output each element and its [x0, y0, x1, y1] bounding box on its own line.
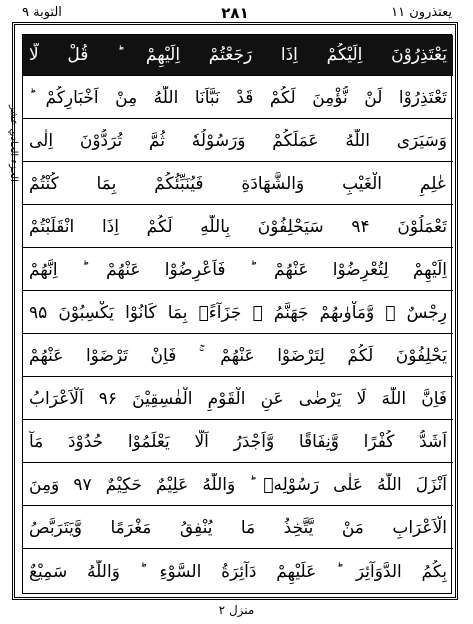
juz-name-header: يعتذرون ١١: [391, 5, 452, 20]
text-line: [23, 508, 453, 549]
line-text: تَعْتَذِرُوْا لَنْ نُّؤْمِنَ لَكُمْ قَدْ نَبَّاَنَا اللّٰهُ مِنْ اَخْبَارِكُمْ ؕ: [29, 88, 447, 108]
line-text: اَنْزَلَ اللّٰهُ عَلٰى رَسُوْلِهٖ ؕ وَاللّٰهُ عَلِيْمٌ حَكِيْمٌ ۹۷ وَمِنَ: [29, 475, 447, 495]
text-block: [22, 34, 452, 594]
text-line-highlighted: [23, 35, 453, 76]
page-header: [12, 2, 458, 24]
line-text: يَعْتَذِرُوْنَ اِلَيْكُمْ اِذَا رَجَعْتُمْ اِلَيْهِمْ ؕ قُلْ لَّا: [29, 45, 447, 65]
line-text: فَاِنَّ اللّٰهَ لَا يَرْضٰى عَنِ الْقَوْمِ الْفٰسِقِيْنَ ۹۶ اَلْاَعْرَابُ: [29, 389, 447, 409]
line-text: يَحْلِفُوْنَ لَكُمْ لِتَرْضَوْا عَنْهُمْ ۚ فَاِنْ تَرْضَوْا عَنْهُمْ: [29, 346, 447, 366]
line-text: عٰلِمِ الْغَيْبِ وَالشَّهَادَةِ فَيُنَبِّئُكُمْ بِمَا كُنْتُمْ: [29, 174, 447, 194]
line-text: اَشَدُّ كُفْرًا وَّنِفَاقًا وَّاَجْدَرُ اَلَّا يَعْلَمُوْا حُدُوْدَ مَآ: [29, 432, 447, 452]
line-text: الْاَعْرَابِ مَنْ يَّتَّخِذُ مَا يُنْفِقُ مَغْرَمًا وَّيَتَرَبَّصُ: [29, 518, 447, 538]
text-line: [23, 293, 453, 334]
manzil-footer: منزل ٢: [218, 603, 255, 617]
line-text: اِلَيْهِمْ لِتُعْرِضُوْا عَنْهُمْ ؕ فَاَعْرِضُوْا عَنْهُمْ ؕ اِنَّهُمْ: [29, 260, 447, 280]
line-text: تَعْمَلُوْنَ ۹۴ سَيَحْلِفُوْنَ بِاللّٰهِ لَكُمْ اِذَا انْقَلَبْتُمْ: [29, 217, 447, 237]
text-line: [23, 379, 453, 420]
text-line: [23, 207, 453, 248]
text-line: [23, 121, 453, 162]
line-text: بِكُمُ الدَّوَآئِرَ ؕ عَلَيْهِمْ دَآئِرَةُ السَّوْءِ ؕ وَاللّٰهُ سَمِيْعٌ: [29, 561, 447, 582]
text-line: [23, 250, 453, 291]
text-line: [23, 164, 453, 205]
text-line: [23, 336, 453, 377]
text-line: [23, 465, 453, 506]
page-number: ٢٨١: [221, 4, 249, 22]
line-text: وَسَيَرَى اللّٰهُ عَمَلَكُمْ وَرَسُوْلُهٗ ثُمَّ تُرَدُّوْنَ اِلٰى: [29, 131, 447, 151]
line-text: رِجْسٌ ۫ وَّمَاْوٰىهُمْ جَهَنَّمُ ۚ جَزَآءًۢ بِمَا كَانُوْا يَكْسِبُوْنَ ۹۵: [29, 303, 447, 323]
margin-note: الجزء الحادي عشر: [8, 105, 19, 182]
text-line: [23, 422, 453, 463]
text-line: [23, 78, 453, 119]
text-line: [23, 551, 453, 592]
surah-name-header: التوبة ٩: [22, 5, 62, 20]
